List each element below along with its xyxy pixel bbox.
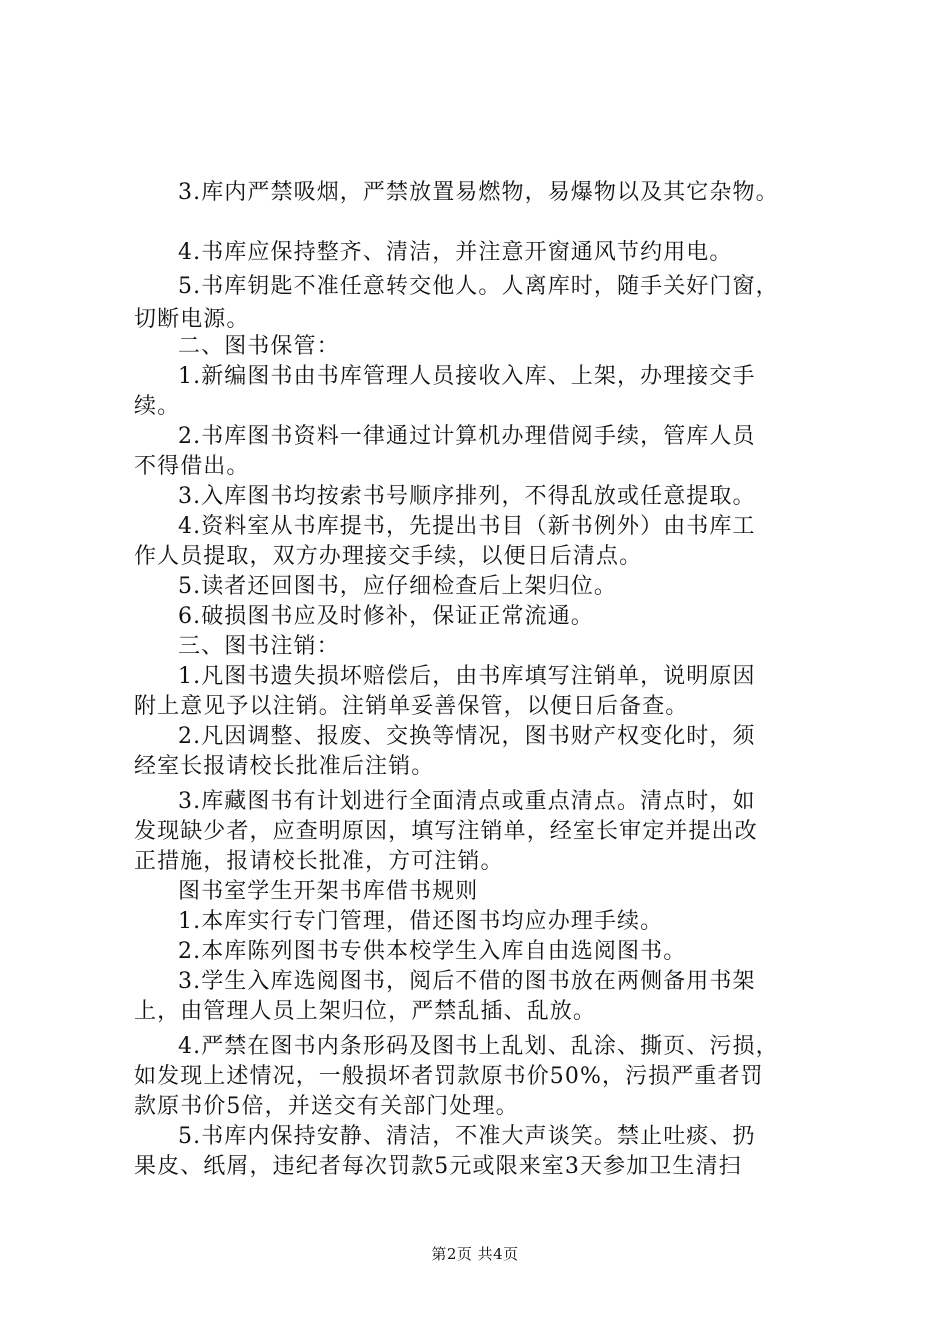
text-line: 附上意见予以注销。注销单妥善保管，以便日后备查。: [134, 694, 689, 719]
text-line: 正措施，报请校长批准，方可注销。: [134, 849, 504, 874]
section-heading: 二、图书保管：: [178, 334, 340, 359]
section-heading: 图书室学生开架书库借书规则: [178, 879, 479, 904]
text-line: 切断电源。: [134, 307, 250, 332]
text-line: 1.新编图书由书库管理人员接收入库、上架，办理接交手: [178, 364, 756, 389]
text-line: 4.资料室从书库提书，先提出书目（新书例外）由书库工: [178, 514, 756, 539]
text-line: 1.凡图书遗失损坏赔偿后，由书库填写注销单，说明原因: [178, 664, 756, 689]
text-line: 2.本库陈列图书专供本校学生入库自由选阅图书。: [178, 939, 687, 964]
text-line: 6.破损图书应及时修补，保证正常流通。: [178, 604, 594, 629]
text-line: 续。: [134, 394, 181, 419]
page-footer: 第2页 共4页: [431, 1245, 519, 1263]
text-line: 款原书价5倍，并送交有关部门处理。: [134, 1094, 519, 1119]
text-line: 4.严禁在图书内条形码及图书上乱划、乱涂、撕页、污损，: [178, 1034, 779, 1059]
text-line: 如发现上述情况，一般损坏者罚款原书价50%，污损严重者罚: [134, 1064, 764, 1089]
text-line: 不得借出。: [134, 454, 250, 479]
section-heading: 三、图书注销：: [178, 634, 340, 659]
text-line: 3.库内严禁吸烟，严禁放置易燃物，易爆物以及其它杂物。: [178, 180, 779, 205]
text-line: 5.书库内保持安静、清洁，不准大声谈笑。禁止吐痰、扔: [178, 1124, 756, 1149]
text-line: 5.读者还回图书，应仔细检查后上架归位。: [178, 574, 617, 599]
text-line: 果皮、纸屑，违纪者每次罚款5元或限来室3天参加卫生清扫: [134, 1154, 742, 1179]
text-line: 5.书库钥匙不准任意转交他人。人离库时，随手关好门窗，: [178, 274, 779, 299]
text-line: 发现缺少者，应查明原因，填写注销单，经室长审定并提出改: [134, 819, 758, 844]
text-line: 经室长报请校长批准后注销。: [134, 754, 435, 779]
text-line: 2.凡因调整、报废、交换等情况，图书财产权变化时，须: [178, 724, 756, 749]
text-line: 3.库藏图书有计划进行全面清点或重点清点。清点时，如: [178, 789, 756, 814]
text-line: 上，由管理人员上架归位，严禁乱插、乱放。: [134, 999, 597, 1024]
text-line: 4.书库应保持整齐、清洁，并注意开窗通风节约用电。: [178, 240, 733, 265]
text-line: 3.学生入库选阅图书，阅后不借的图书放在两侧备用书架: [178, 969, 756, 994]
text-line: 2.书库图书资料一律通过计算机办理借阅手续，管库人员: [178, 424, 756, 449]
text-line: 3.入库图书均按索书号顺序排列，不得乱放或任意提取。: [178, 484, 756, 509]
text-line: 作人员提取，双方办理接交手续，以便日后清点。: [134, 544, 643, 569]
text-line: 1.本库实行专门管理，借还图书均应办理手续。: [178, 909, 664, 934]
